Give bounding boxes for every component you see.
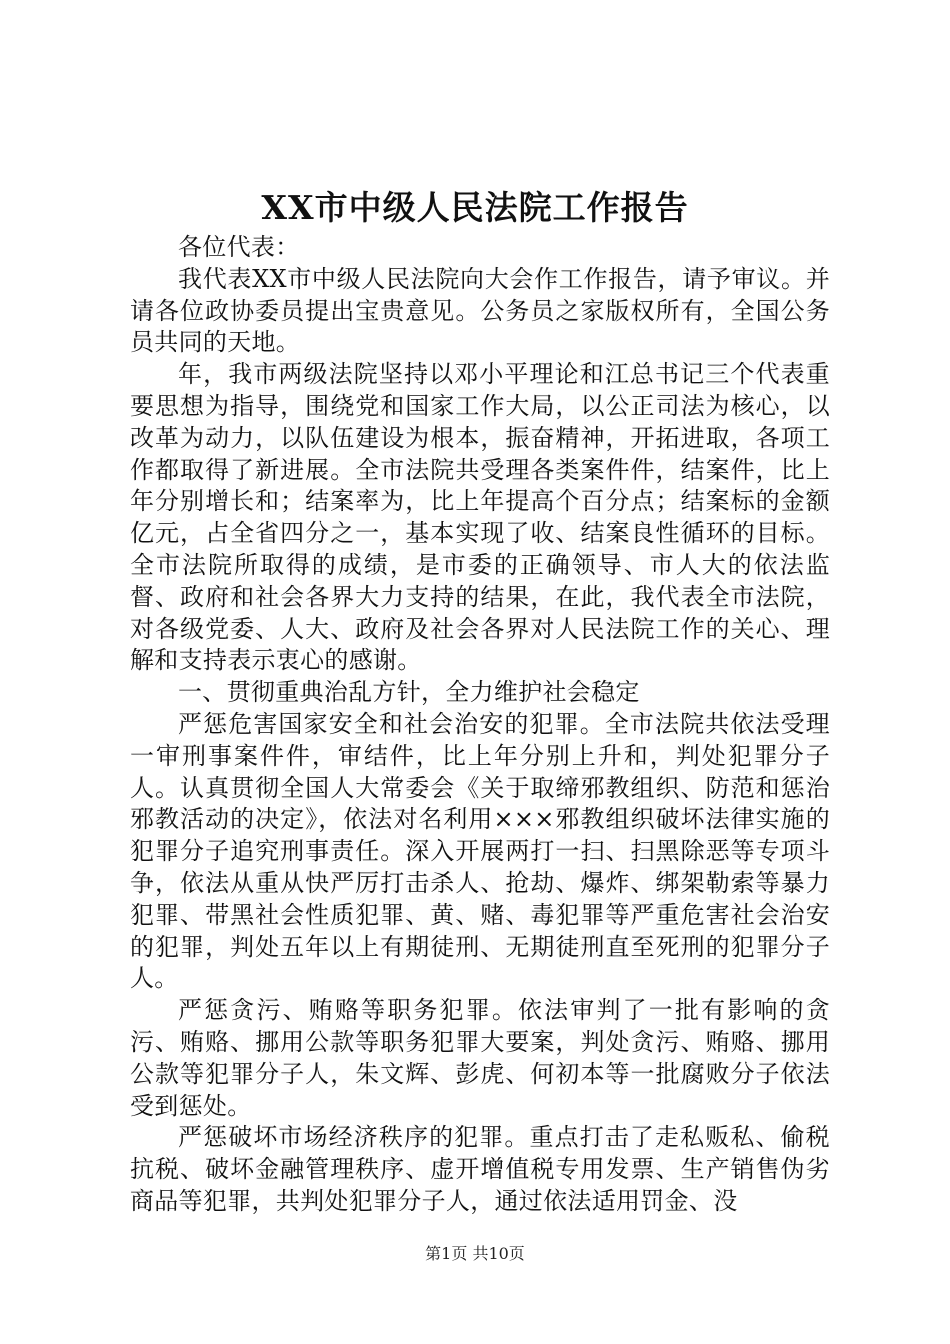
- economic-crimes-paragraph: 严惩破坏市场经济秩序的犯罪。重点打击了走私贩私、偷税抗税、破坏金融管理秩序、虚开增值税专用发票、生产销售伪劣商品等犯罪，共判处犯罪分子人，通过依法适用罚金、没: [130, 1123, 830, 1215]
- security-crimes-paragraph: 严惩危害国家安全和社会治安的犯罪。全市法院共依法受理一审刑事案件件，审结件，比上年分别上升和，判处犯罪分子人。认真贯彻全国人大常委会《关于取缔邪教组织、防范和惩治邪教活动的决定》，依法对名利用×××邪教组织破坏法律实施的犯罪分子追究刑事责任。深入开展两打一扫、扫黑除恶等专项斗争，依法从重从快严厉打击杀人、抢劫、爆炸、绑架勒索等暴力犯罪、带黑社会性质犯罪、黄、赌、毒犯罪等严重危害社会治安的犯罪，判处五年以上有期徒刑、无期徒刑直至死刑的犯罪分子人。: [130, 709, 830, 993]
- summary-paragraph: 年，我市两级法院坚持以邓小平理论和江总书记三个代表重要思想为指导，围绕党和国家工作大局，以公正司法为核心，以改革为动力，以队伍建设为根本，振奋精神，开拓进取，各项工作都取得了新进展。全市法院共受理各类案件件，结案件，比上年分别增长和；结案率为，比上年提高个百分点；结案标的金额亿元，占全省四分之一，基本实现了收、结案良性循环的目标。全市法院所取得的成绩，是市委的正确领导、市人大的依法监督、政府和社会各界大力支持的结果，在此，我代表全市法院，对各级党委、人大、政府及社会各界对人民法院工作的关心、理解和支持表示衷心的感谢。: [130, 360, 830, 675]
- page-number-footer: 第1页 共10页: [425, 1244, 525, 1263]
- salutation-paragraph: 各位代表：: [178, 233, 300, 261]
- section-heading: 一、贯彻重典治乱方针，全力维护社会稳定: [178, 678, 640, 707]
- document-title: XX市中级人民法院工作报告: [261, 188, 689, 227]
- corruption-crimes-paragraph: 严惩贪污、贿赂等职务犯罪。依法审判了一批有影响的贪污、贿赂、挪用公款等职务犯罪大要案，判处贪污、贿赂、挪用公款等犯罪分子人，朱文辉、彭虎、何初本等一批腐败分子依法受到惩处。: [130, 996, 830, 1120]
- intro-paragraph: 我代表XX市中级人民法院向大会作工作报告，请予审议。并请各位政协委员提出宝贵意见。公务员之家版权所有，全国公务员共同的天地。: [130, 264, 830, 357]
- document-body: [130, 232, 830, 1218]
